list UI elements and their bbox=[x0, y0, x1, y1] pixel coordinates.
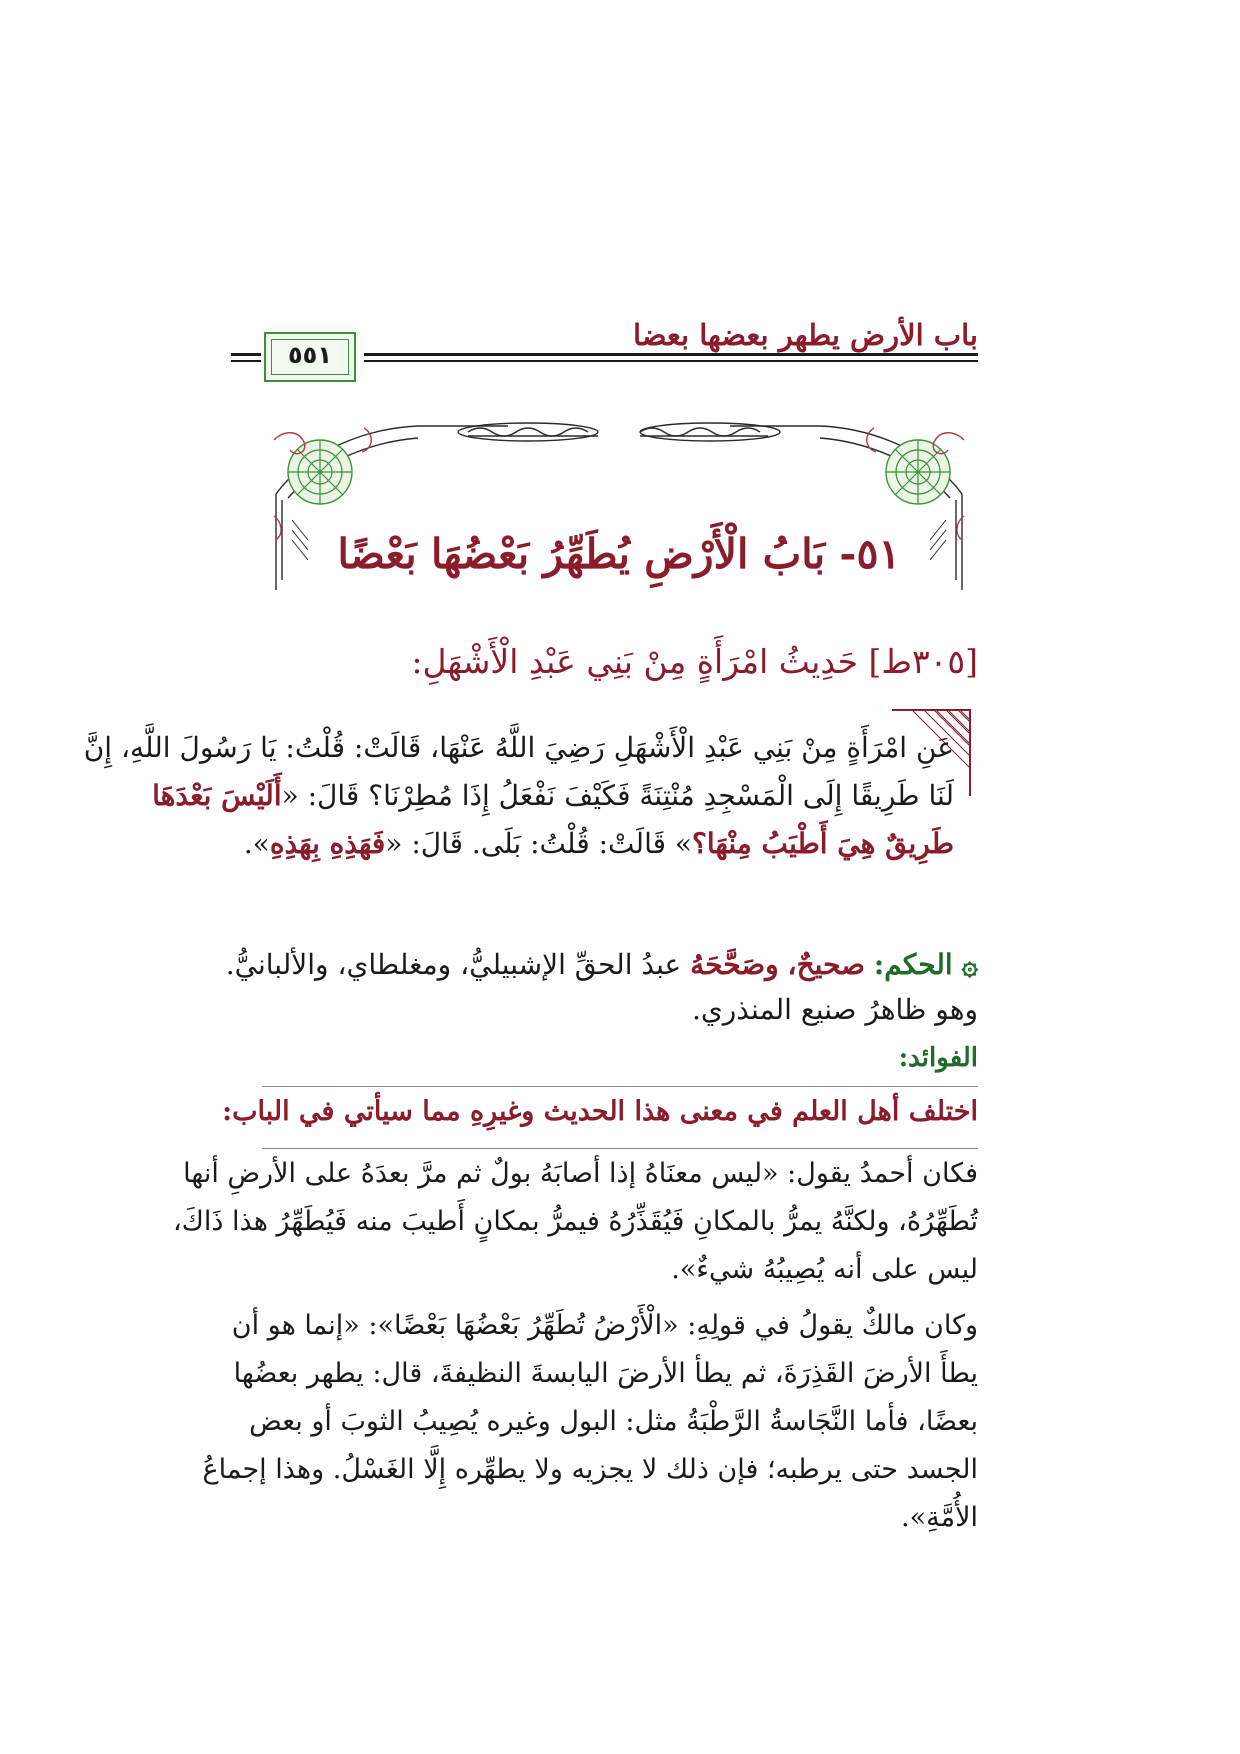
paragraph-2-line-1: وكان مالكٌ يقولُ في قولِهِ: «الْأَرْضُ تُطَهِّرُ بَعْضُهَا بَعْضًا»: «إنما هو أن bbox=[231, 1310, 978, 1341]
paragraph-2-line-3: بعضًا، فأما النَّجَاسةُ الرَّطْبَةُ مثل: البول وغيره يُصِيبُ الثوبَ أو بعض bbox=[249, 1406, 978, 1437]
benefits-title: الفوائد: bbox=[898, 1043, 978, 1073]
paragraph-1-line-3: ليس على أنه يُصِيبُهُ شيءٌ». bbox=[671, 1254, 978, 1285]
ruling-symbol: ۞ bbox=[961, 948, 978, 981]
ruling-line bbox=[226, 948, 978, 981]
hadith-line-1: عَنِ امْرَأَةٍ مِنْ بَنِي عَبْدِ الْأَشْهَلِ رَضِيَ اللَّهُ عَنْهَا، قَالَتْ: قُلْتُ: يَا رَسُولَ اللَّهِ، إِنَّ bbox=[83, 731, 954, 764]
hadith-line-3 bbox=[244, 824, 954, 864]
divider-1 bbox=[262, 1086, 978, 1087]
benefits-subtitle: اختلف أهل العلم في معنى هذا الحديث وغيرِهِ مما سيأتي في الباب: bbox=[222, 1096, 978, 1127]
header-rule-bottom bbox=[364, 360, 978, 362]
hadith-line-2-text: لَنَا طَرِيقًا إِلَى الْمَسْجِدِ مُنْتِنَةً فَكَيْفَ نَفْعَلُ إِذَا مُطِرْنَا؟ قَالَ: « bbox=[281, 779, 954, 812]
page-number: ٥٥١ bbox=[288, 341, 332, 369]
hadith-text-block bbox=[83, 708, 972, 908]
paragraph-2-line-5: الأُمَّةِ». bbox=[901, 1502, 978, 1533]
header-rule-left-top bbox=[231, 353, 261, 356]
hadith-heading: [٣٠٥ط] حَدِيثُ امْرَأَةٍ مِنْ بَنِي عَبْدِ الْأَشْهَلِ: bbox=[411, 642, 978, 681]
paragraph-2-line-4: الجسد حتى يرطبه؛ فإن ذلك لا يجزيه ولا يطهِّره إِلَّا الغَسْلُ. وهذا إجماعُ bbox=[202, 1454, 978, 1485]
ruling-sahhaha: وصَحَّحَهُ bbox=[690, 948, 779, 981]
header-rule-left-bottom bbox=[231, 360, 261, 362]
hadith-prophet-words-2: طَرِيقٌ هِيَ أَطْيَبُ مِنْهَا؟ bbox=[692, 827, 954, 860]
ruling-label: الحكم: bbox=[873, 948, 953, 981]
hadith-prophet-words-1: أَلَيْسَ بَعْدَهَا bbox=[152, 779, 282, 812]
paragraph-2-line-2: يطأَ الأرضَ القَذِرَةَ، ثم يطأ الأرضَ اليابسةَ النظيفةَ، قال: يطهر بعضُها bbox=[233, 1358, 978, 1389]
paragraph-1-line-1: فكان أحمدُ يقول: «ليس معنَاهُ إذا أصابَهُ بولٌ ثم مرَّ بعدَهُ على الأرضِ أنها bbox=[183, 1158, 978, 1189]
hadith-prophet-words-3: فَهَذِهِ بِهَذِهِ bbox=[269, 827, 386, 860]
ruling-line-2: وهو ظاهرُ صنيع المنذري. bbox=[691, 993, 978, 1026]
page-number-frame bbox=[264, 332, 356, 382]
header-rule-top bbox=[364, 353, 978, 356]
divider-2 bbox=[262, 1148, 978, 1149]
hadith-line-3-end: ». bbox=[243, 827, 270, 860]
running-title: باب الأرض يطهر بعضها بعضا bbox=[633, 318, 978, 352]
ruling-grade: صحيحٌ، bbox=[787, 948, 865, 981]
chapter-title: ٥١- بَابُ الْأَرْضِ يُطَهِّرُ بَعْضُهَا بَعْضًا bbox=[337, 530, 901, 578]
hadith-line-2 bbox=[152, 776, 954, 816]
hadith-line-3-text: » قَالَتْ: قُلْتُ: بَلَى. قَالَ: « bbox=[385, 827, 693, 860]
ruling-authorities: عبدُ الحقِّ الإشبيليُّ، ومغلطاي، والألبانيُّ. bbox=[225, 948, 682, 981]
paragraph-1-line-2: تُطَهِّرُهُ، ولكنَّهُ يمرُّ بالمكانِ فَيُقَذِّرُهُ فيمرُّ بمكانٍ أَطيبَ منه فَيُطَهِّرُ هذا ذَاكَ، bbox=[172, 1206, 978, 1237]
